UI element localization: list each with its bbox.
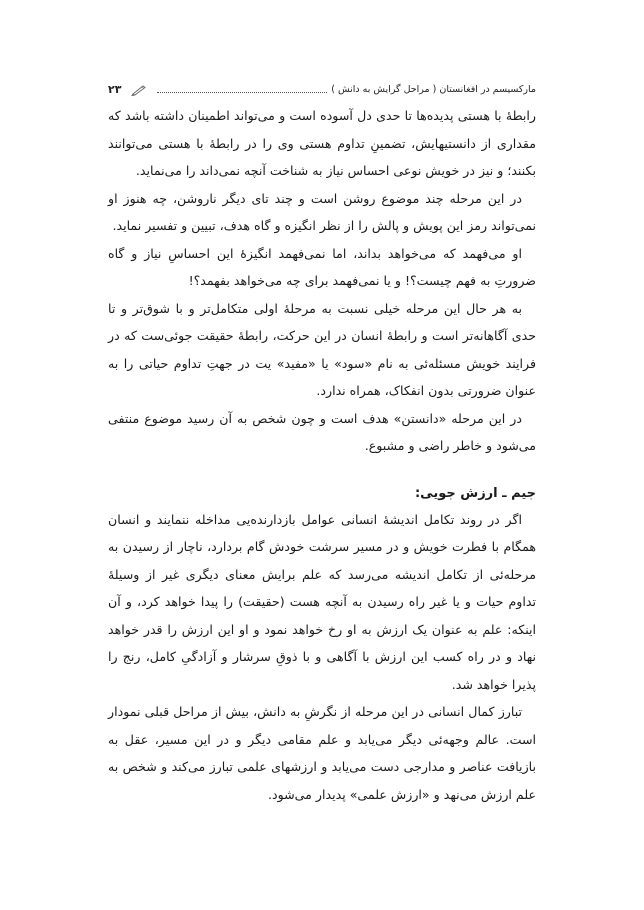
paragraph-text: رابطهٔ با هستی پدیده‌ها تا حدی دل آسوده است و می‌تواند اطمینان داشته باشد که مقداری از دانستیهایش، تضمینِ تداوم هستی وی را در رابطهٔ با هستی می‌توانند بکنند؛ و نیز در خویش نوعی احساس نیاز به شناخت آنچه نمی‌داند را می‌نماید. [108,108,536,178]
paragraph [108,405,536,460]
paragraph-text: در این مرحله چند موضوع روشن است و چند تای دیگر ناروشن، چه هنوز او نمی‌تواند رمز این پویش و پالش را از نظر انگیزه و گاه هدف، تبیین و تفسیر نماید. [108,190,536,233]
section-heading: جیم ـ ارزش جویی: [414,485,536,501]
paragraph-text: او می‌فهمد که می‌خواهد بداند، اما نمی‌فهمد انگیزهٔ این احساسِ نیاز و گاه ضرورتِ به فهم چیست؟! و یا نمی‌فهمد برای چه می‌خواهد بفهمد؟! [108,245,536,288]
paragraph [108,295,536,405]
running-header [108,82,536,98]
paragraph-text: اگر در روند تکامل اندیشهٔ انسانی عوامل بازدارنده‌یی مداخله ننمایند و انسان همگام با فطرت خویش و در مسیر سرشت خودش گام بردارد، ناچار از رسیدن به مرحله‌ئی از تکامل اندیشه می‌رسد که علم برایش معنای دیگری غیر از وسیلهٔ تداوم حیات و یا غیر راه رسیدن به آنچه هست (حقیقت) را پیدا خواهد کرد، و آن اینکه: علم به عنوان یک ارزش به او رخ خواهد نمود و او این ارزش را قدر خواهد نهاد و در راه کسب این ارزش با آگاهی و با ذوقِ سرشار و آزادگیِ کامل، رنج را پذیرا خواهد شد. [108,511,536,692]
paragraph [108,240,536,295]
paragraph-text: تبارز کمال انسانی در این مرحله از نگرشِ به دانش، بیش از مراحل قبلی نمودار است. عالم وجهه‌ئی دیگر می‌یابد و علم مقامی دیگر و در این مسیر، عقل به بازیافت عناصر و مدارجی دست می‌یابد و ارزشهای علمی تبارز می‌کند و شخص به علم ارزش می‌نهد و «ارزش علمی» پدیدار می‌شود. [108,704,536,802]
dotted-leader [157,84,327,93]
paragraph-text: در این مرحله «دانستن» هدف است و چون شخص به آن رسید موضوع منتفی می‌شود و خاطر راضی و مشبوع. [108,410,536,453]
page-number: ۲۳ [108,83,122,96]
paragraph [108,185,536,240]
paragraph [108,506,536,699]
running-title: مارکسیسم در افغانستان ( مراحل گرایش به دانش ) [331,84,536,95]
pen-icon [131,84,147,96]
paragraph [108,102,536,185]
paragraph-text: به هر حال این مرحله خیلی نسبت به مرحلهٔ اولی متکامل‌تر و با شوق‌تر و تا حدی آگاهانه‌تر است و رابطهٔ انسان در این حرکت، رابطهٔ حقیقت جوئی‌ست که در فرایند خویش مسئله‌ئی به نام «سود» یا «مفید» یت در جهتِ تداوم حیاتی را به عنوان ضرورتی بدون انفکاک، همراه ندارد. [108,300,536,398]
paragraph [108,698,536,808]
